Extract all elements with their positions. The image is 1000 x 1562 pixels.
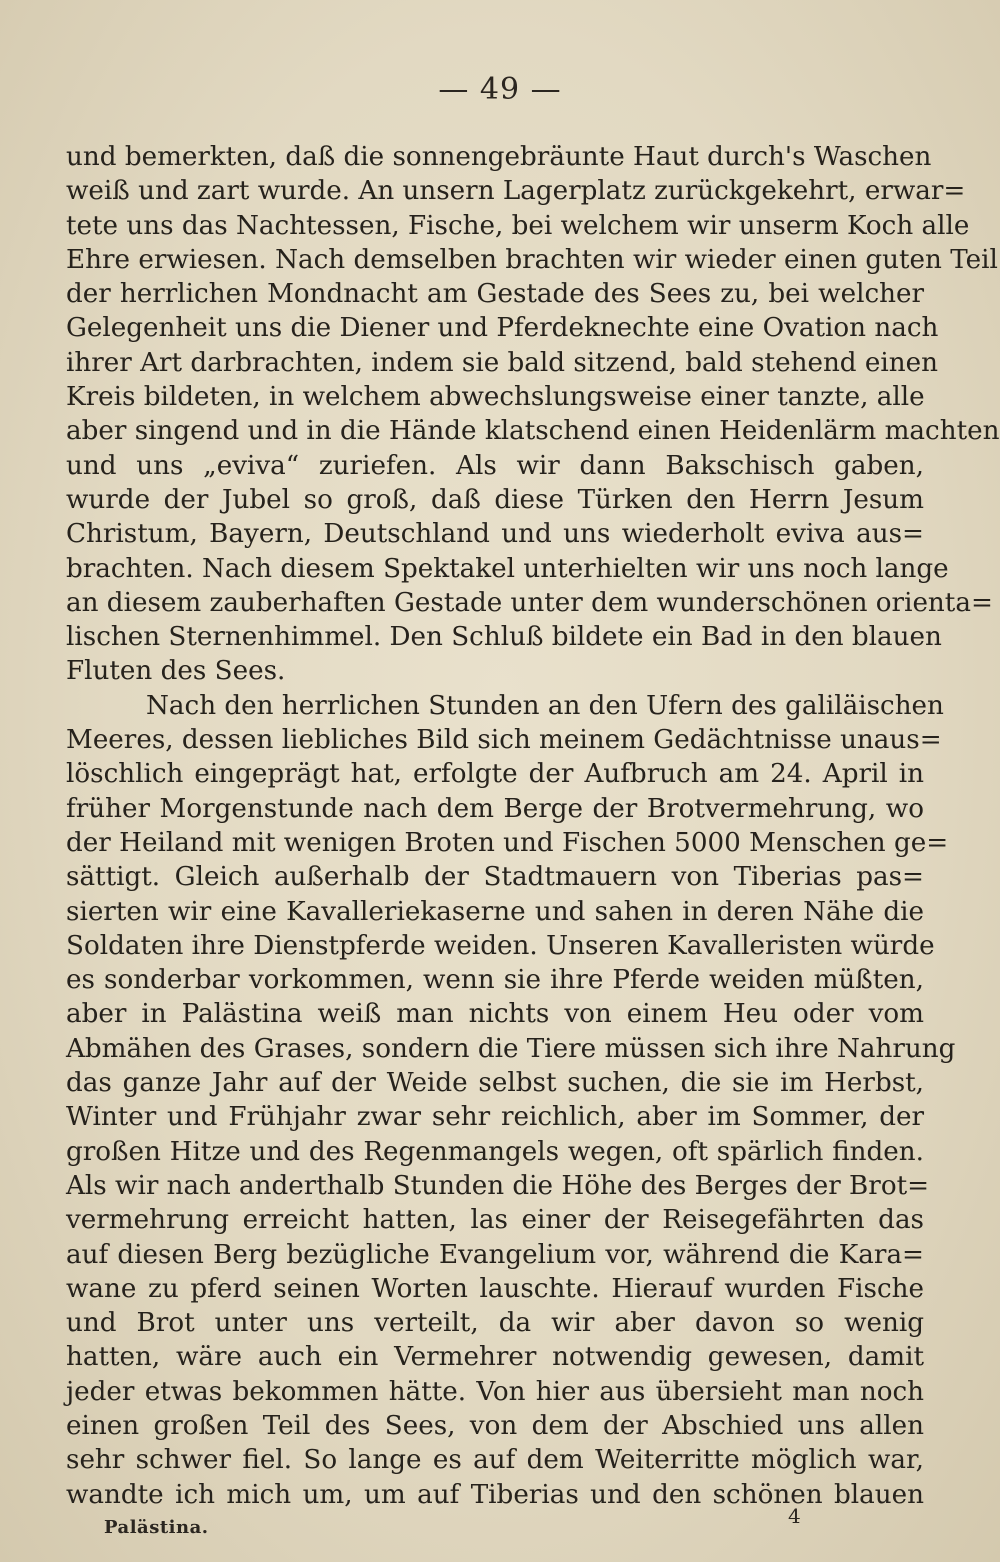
text-line: der herrlichen Mondnacht am Gestade des Sees zu, bei welcher <box>66 279 924 310</box>
text-line: Gelegenheit uns die Diener und Pferdeknechte eine Ovation nach <box>66 313 939 344</box>
text-line: auf diesen Berg bezügliche Evangelium vor, während die Kara= <box>66 1239 924 1270</box>
text-line: einen großen Teil des Sees, von dem der Abschied uns allen <box>66 1410 924 1441</box>
text-line: und uns „eviva“ zuriefen. Als wir dann Bakschisch gaben, <box>66 450 924 481</box>
text-line: Als wir nach anderthalb Stunden die Höhe des Berges der Brot= <box>66 1170 930 1201</box>
text-line: brachten. Nach diesem Spektakel unterhielten wir uns noch lange <box>66 553 949 584</box>
text-line: tete uns das Nachtessen, Fische, bei welchem wir unserm Koch alle <box>66 210 970 241</box>
text-line: vermehrung erreicht hatten, las einer der Reisegefährten das <box>66 1205 924 1236</box>
text-line: Winter und Frühjahr zwar sehr reichlich, aber im Sommer, der <box>66 1102 924 1133</box>
text-line: wane zu pferd seinen Worten lauschte. Hierauf wurden Fische <box>66 1273 924 1304</box>
text-line: Fluten des Sees. <box>66 656 286 687</box>
text-line: früher Morgenstunde nach dem Berge der Brotvermehrung, wo <box>66 793 924 824</box>
text-line: sehr schwer fiel. So lange es auf dem Weiterritte möglich war, <box>66 1445 924 1476</box>
text-line: ihrer Art darbrachten, indem sie bald sitzend, bald stehend einen <box>66 347 939 378</box>
text-line: lischen Sternenhimmel. Den Schluß bildete ein Bad in den blauen <box>66 622 942 653</box>
text-line: sättigt. Gleich außerhalb der Stadtmauern von Tiberias pas= <box>66 862 924 893</box>
text-line: es sonderbar vorkommen, wenn sie ihre Pferde weiden müßten, <box>66 965 924 996</box>
text-line: Nach den herrlichen Stunden an den Ufern des galiläischen <box>146 690 944 721</box>
text-line: und Brot unter uns verteilt, da wir aber davon so wenig <box>66 1308 924 1339</box>
page-number: — 49 — <box>438 72 562 107</box>
text-line: der Heiland mit wenigen Broten und Fischen 5000 Menschen ge= <box>66 827 949 858</box>
text-line: weiß und zart wurde. An unsern Lagerplatz zurückgekehrt, erwar= <box>66 176 966 207</box>
text-line: das ganze Jahr auf der Weide selbst suchen, die sie im Herbst, <box>66 1068 924 1099</box>
text-line: jeder etwas bekommen hätte. Von hier aus übersieht man noch <box>66 1376 924 1407</box>
text-line: wandte ich mich um, um auf Tiberias und den schönen blauen <box>66 1479 924 1510</box>
text-line: Ehre erwiesen. Nach demselben brachten wir wieder einen guten Teil <box>66 244 998 275</box>
body-text <box>66 140 1000 1512</box>
text-line: großen Hitze und des Regenmangels wegen, oft spärlich finden. <box>66 1136 924 1167</box>
text-line: Soldaten ihre Dienstpferde weiden. Unseren Kavalleristen würde <box>66 930 935 961</box>
text-line: löschlich eingeprägt hat, erfolgte der Aufbruch am 24. April in <box>66 759 924 790</box>
text-line: Abmähen des Grases, sondern die Tiere müssen sich ihre Nahrung <box>66 1033 956 1064</box>
text-line: hatten, wäre auch ein Vermehrer notwendig gewesen, damit <box>66 1342 924 1373</box>
signature-mark: Palästina. <box>104 1517 209 1538</box>
text-line: aber singend und in die Hände klatschend einen Heidenlärm machten <box>66 416 1000 447</box>
text-line: Kreis bildeten, in welchem abwechslungsweise einer tanzte, alle <box>66 382 925 413</box>
sheet-number: 4 <box>788 1504 801 1528</box>
text-line: Christum, Bayern, Deutschland und uns wiederholt eviva aus= <box>66 519 924 550</box>
text-line: und bemerkten, daß die sonnengebräunte Haut durch's Waschen <box>66 142 932 172</box>
text-line: aber in Palästina weiß man nichts von einem Heu oder vom <box>66 999 924 1030</box>
text-line: Meeres, dessen liebliches Bild sich meinem Gedächtnisse unaus= <box>66 725 942 756</box>
text-line: an diesem zauberhaften Gestade unter dem wunderschönen orienta= <box>66 587 993 618</box>
text-line: wurde der Jubel so groß, daß diese Türken den Herrn Jesum <box>66 484 924 515</box>
text-line: sierten wir eine Kavalleriekaserne und sahen in deren Nähe die <box>66 896 924 927</box>
